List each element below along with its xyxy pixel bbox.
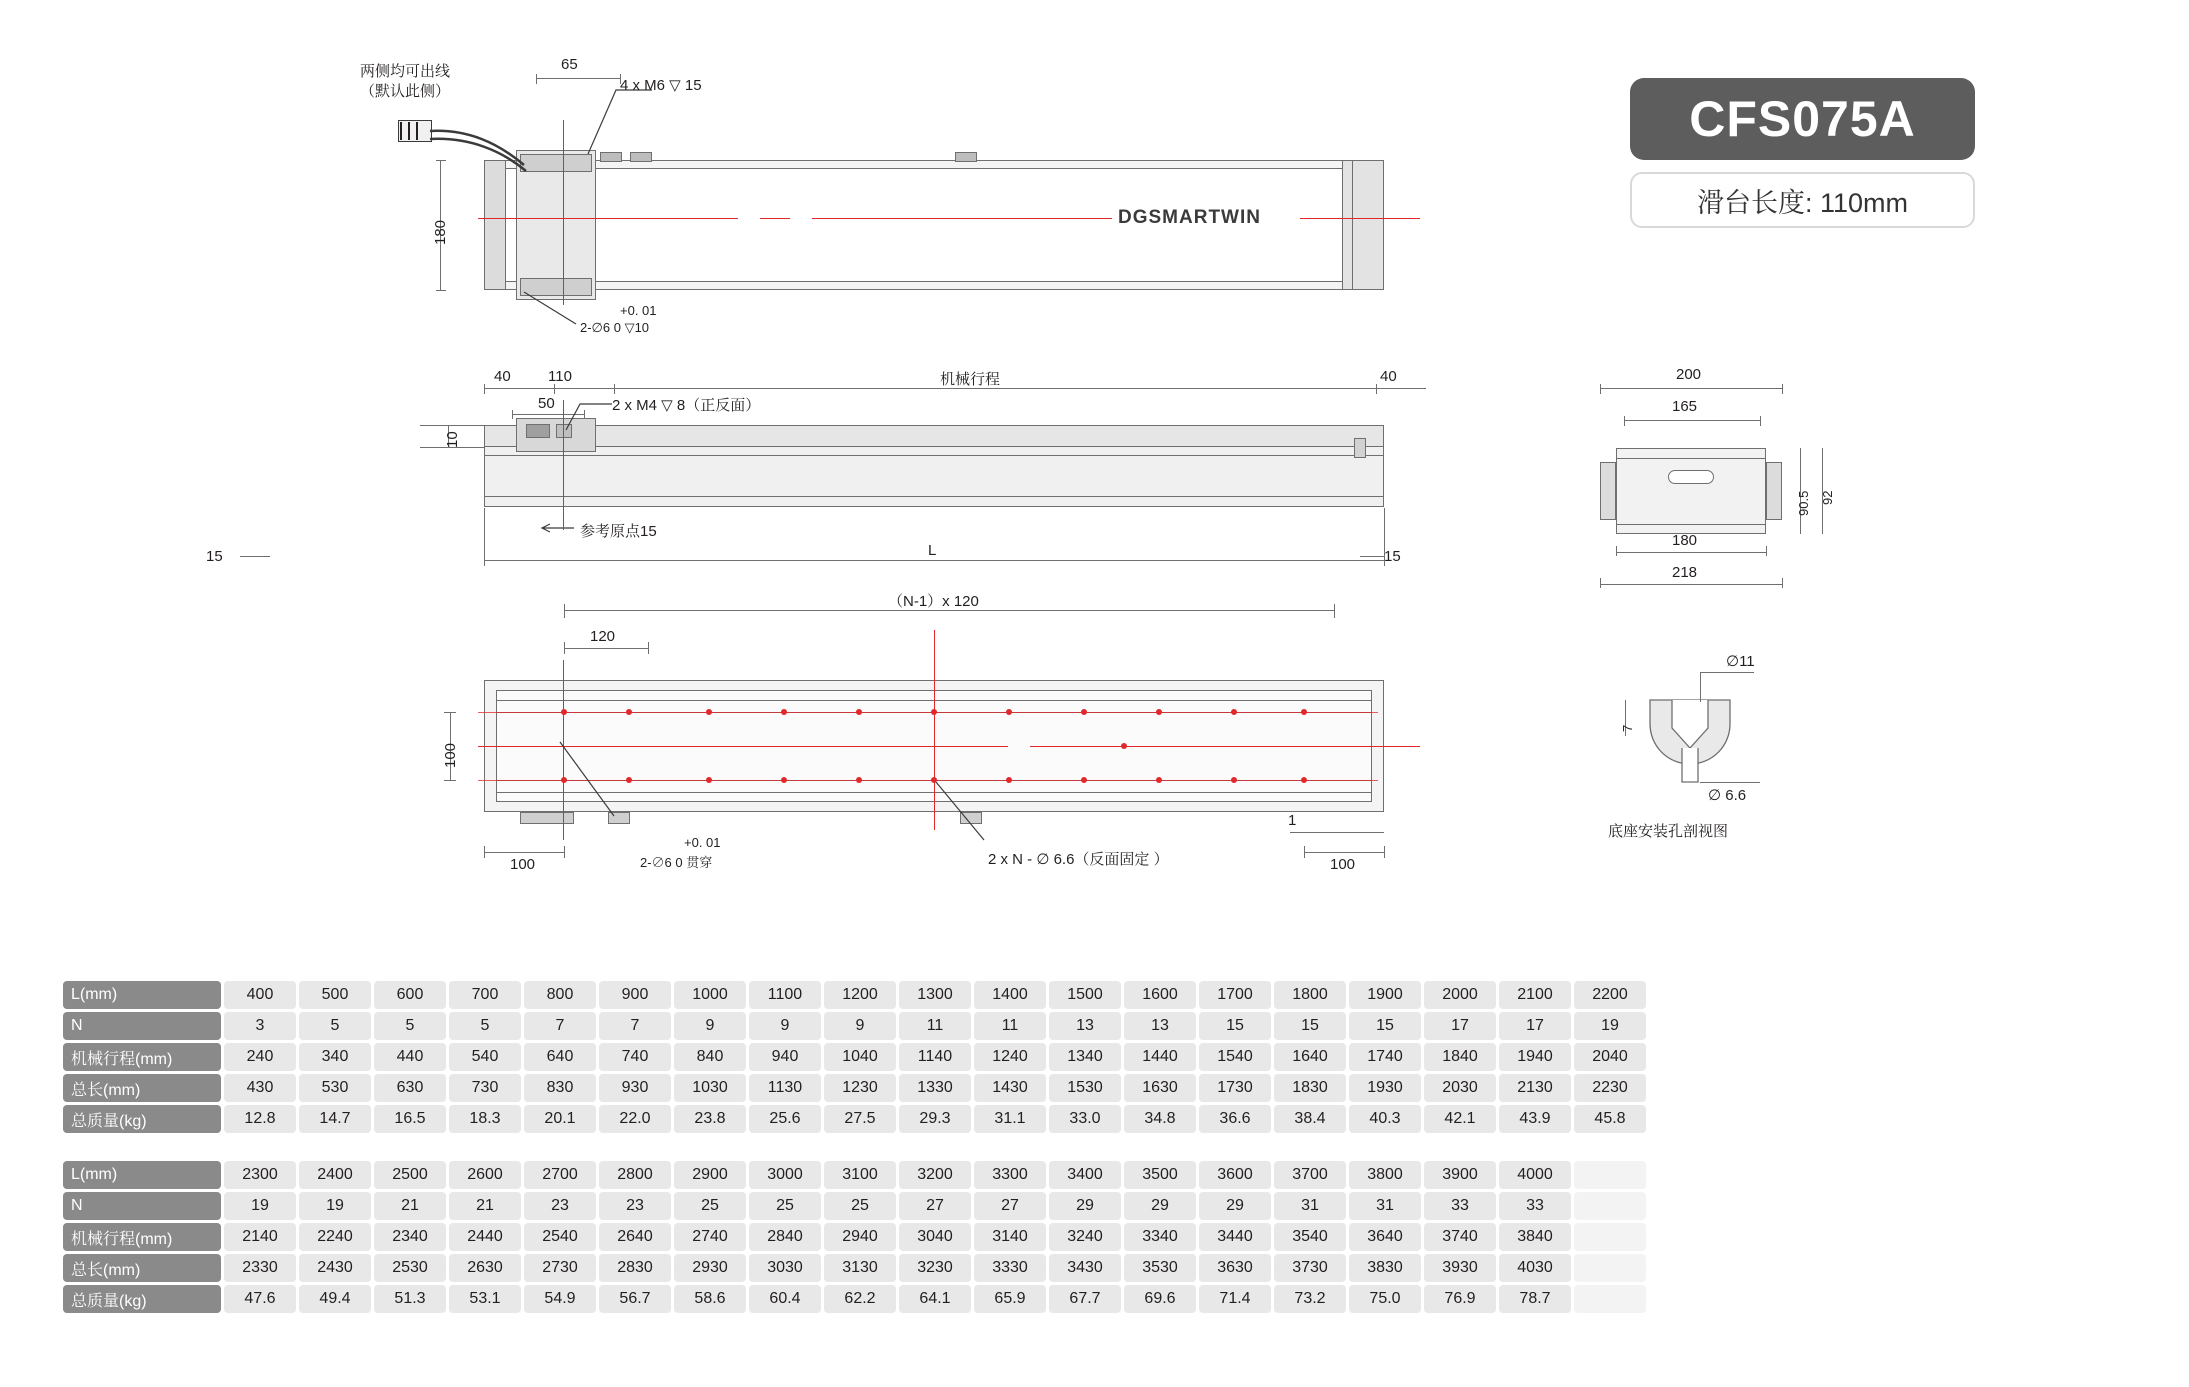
- spec-table-block-1: [60, 978, 1649, 1136]
- model-title-badge: [1630, 78, 1975, 160]
- table-cell: 2930: [674, 1254, 746, 1282]
- top-view-tab-3: [955, 152, 977, 162]
- table-cell: 1140: [899, 1043, 971, 1071]
- table-cell: 2640: [599, 1223, 671, 1251]
- side-view-right-tab: [1354, 438, 1366, 458]
- table-cell: 2230: [1574, 1074, 1646, 1102]
- table-cell: 71.4: [1199, 1285, 1271, 1313]
- table-cell: 2800: [599, 1161, 671, 1189]
- table-cell: 9: [824, 1012, 896, 1040]
- table-cell: 33.0: [1049, 1105, 1121, 1133]
- table-cell: 900: [599, 981, 671, 1009]
- table-row: [63, 1192, 1646, 1220]
- dim-180-end: 180: [1672, 532, 1698, 549]
- table-cell: 3100: [824, 1161, 896, 1189]
- table-cell: 2540: [524, 1223, 596, 1251]
- table-cell: 1640: [1274, 1043, 1346, 1071]
- table-cell: 23.8: [674, 1105, 746, 1133]
- table-cell: 2940: [824, 1223, 896, 1251]
- table-cell: 1400: [974, 981, 1046, 1009]
- table-cell: 23: [599, 1192, 671, 1220]
- table-cell: 3: [224, 1012, 296, 1040]
- table-cell: 3430: [1049, 1254, 1121, 1282]
- table-cell: 73.2: [1274, 1285, 1346, 1313]
- table-cell: 2600: [449, 1161, 521, 1189]
- slider-length-badge: [1630, 172, 1975, 228]
- table-cell: 500: [299, 981, 371, 1009]
- table-cell: 3840: [1499, 1223, 1571, 1251]
- table-cell: 1940: [1499, 1043, 1571, 1071]
- table-row-header: 总质量(kg): [63, 1105, 221, 1133]
- table-cell: 17: [1424, 1012, 1496, 1040]
- table-cell: 1900: [1349, 981, 1421, 1009]
- table-row: [63, 1043, 1646, 1071]
- table-cell: 3600: [1199, 1161, 1271, 1189]
- n-hole-leader: [930, 780, 990, 850]
- table-cell: [1574, 1285, 1646, 1313]
- end-view-right-wing: [1766, 462, 1782, 520]
- table-cell: 1000: [674, 981, 746, 1009]
- dim-d11: ∅11: [1726, 653, 1755, 670]
- dim-218: 218: [1672, 564, 1698, 581]
- table-cell: 19: [299, 1192, 371, 1220]
- table-cell: 2730: [524, 1254, 596, 1282]
- table-cell: 2300: [224, 1161, 296, 1189]
- dim-120: 120: [590, 628, 616, 645]
- dim-1: 1: [1288, 812, 1297, 829]
- table-cell: 940: [749, 1043, 821, 1071]
- table-cell: 3630: [1199, 1254, 1271, 1282]
- table-cell: 600: [374, 981, 446, 1009]
- hole-detail-caption: 底座安装孔剖视图: [1608, 823, 1729, 840]
- table-row-header: 总长(mm): [63, 1074, 221, 1102]
- dim-15-right: 15: [1384, 548, 1401, 565]
- table-cell: 45.8: [1574, 1105, 1646, 1133]
- dim-92: 92: [1820, 490, 1835, 505]
- top-view-left-endcap: [484, 160, 506, 290]
- table-cell: [1574, 1254, 1646, 1282]
- table-cell: 14.7: [299, 1105, 371, 1133]
- table-cell: 3800: [1349, 1161, 1421, 1189]
- table-cell: 17: [1499, 1012, 1571, 1040]
- table-cell: 1530: [1049, 1074, 1121, 1102]
- dim-110: 110: [548, 368, 572, 385]
- table-cell: 2040: [1574, 1043, 1646, 1071]
- table-cell: 19: [224, 1192, 296, 1220]
- table-cell: 4000: [1499, 1161, 1571, 1189]
- table-row: [63, 1074, 1646, 1102]
- table-cell: 1300: [899, 981, 971, 1009]
- table-cell: 1830: [1274, 1074, 1346, 1102]
- table-cell: 800: [524, 981, 596, 1009]
- end-view-slot: [1668, 470, 1714, 484]
- table-cell: 25: [749, 1192, 821, 1220]
- table-row-header: L(mm): [63, 981, 221, 1009]
- table-cell: 13: [1049, 1012, 1121, 1040]
- table-cell: 15: [1274, 1012, 1346, 1040]
- table-row-header: 总长(mm): [63, 1254, 221, 1282]
- spec-table-block-2: [60, 1158, 1649, 1316]
- table-cell: 1430: [974, 1074, 1046, 1102]
- table-cell: 31: [1274, 1192, 1346, 1220]
- table-cell: 3040: [899, 1223, 971, 1251]
- table-cell: 7: [524, 1012, 596, 1040]
- table-cell: 240: [224, 1043, 296, 1071]
- table-cell: 2630: [449, 1254, 521, 1282]
- table-cell: 1730: [1199, 1074, 1271, 1102]
- table-cell: 33: [1424, 1192, 1496, 1220]
- table-cell: 65.9: [974, 1285, 1046, 1313]
- table-cell: 2830: [599, 1254, 671, 1282]
- model-title: CFS075A: [1689, 91, 1916, 147]
- cable-note-line1: 两侧均可出线: [360, 63, 451, 80]
- table-cell: 1840: [1424, 1043, 1496, 1071]
- table-cell: 1930: [1349, 1074, 1421, 1102]
- table-cell: 31.1: [974, 1105, 1046, 1133]
- table-cell: 3930: [1424, 1254, 1496, 1282]
- table-row-header: N: [63, 1192, 221, 1220]
- dim-200: 200: [1676, 366, 1702, 383]
- table-cell: 25: [824, 1192, 896, 1220]
- table-cell: 2740: [674, 1223, 746, 1251]
- dim-40-right: 40: [1380, 368, 1397, 385]
- dim-15-left: 15: [206, 548, 223, 565]
- table-cell: 21: [449, 1192, 521, 1220]
- table-cell: 29.3: [899, 1105, 971, 1133]
- table-row: [63, 1285, 1646, 1313]
- table-cell: 3400: [1049, 1161, 1121, 1189]
- table-cell: 2240: [299, 1223, 371, 1251]
- table-cell: 9: [674, 1012, 746, 1040]
- dim-180-top: 180: [432, 219, 449, 245]
- table-cell: 22.0: [599, 1105, 671, 1133]
- dim-10: 10: [444, 431, 461, 448]
- bottom-pin-tolerance: +0. 01: [684, 835, 721, 850]
- table-cell: 53.1: [449, 1285, 521, 1313]
- table-cell: 1130: [749, 1074, 821, 1102]
- table-row-header: 机械行程(mm): [63, 1043, 221, 1071]
- slider-length-label: 滑台长度: 110mm: [1696, 187, 1909, 218]
- table-cell: 75.0: [1349, 1285, 1421, 1313]
- dim-65: 65: [561, 56, 578, 73]
- n-hole-note: 2 x N - ∅ 6.6（反面固定 ）: [988, 851, 1169, 868]
- end-view-body: [1616, 448, 1766, 534]
- table-cell: 1700: [1199, 981, 1271, 1009]
- table-row: [63, 1223, 1646, 1251]
- table-cell: [1574, 1223, 1646, 1251]
- table-cell: 2440: [449, 1223, 521, 1251]
- hole-detail-shape: [1630, 690, 1770, 800]
- table-cell: 3700: [1274, 1161, 1346, 1189]
- table-cell: 640: [524, 1043, 596, 1071]
- table-cell: 54.9: [524, 1285, 596, 1313]
- table-cell: 18.3: [449, 1105, 521, 1133]
- table-cell: 5: [449, 1012, 521, 1040]
- dim-50: 50: [538, 395, 555, 412]
- table-cell: 3200: [899, 1161, 971, 1189]
- table-cell: 40.3: [1349, 1105, 1421, 1133]
- table-cell: 2200: [1574, 981, 1646, 1009]
- table-cell: 1740: [1349, 1043, 1421, 1071]
- table-cell: 1230: [824, 1074, 896, 1102]
- table-cell: 1500: [1049, 981, 1121, 1009]
- table-cell: 9: [749, 1012, 821, 1040]
- pitch-note: （N-1）x 120: [888, 593, 979, 610]
- table-cell: 1630: [1124, 1074, 1196, 1102]
- table-cell: 5: [374, 1012, 446, 1040]
- screw-note-m4: 2 x M4 ▽ 8（正反面）: [612, 397, 761, 414]
- table-cell: 730: [449, 1074, 521, 1102]
- table-cell: 3530: [1124, 1254, 1196, 1282]
- table-cell: 2430: [299, 1254, 371, 1282]
- table-cell: 23: [524, 1192, 596, 1220]
- table-cell: 2840: [749, 1223, 821, 1251]
- table-cell: 69.6: [1124, 1285, 1196, 1313]
- table-cell: 3640: [1349, 1223, 1421, 1251]
- table-cell: 1800: [1274, 981, 1346, 1009]
- table-cell: 3830: [1349, 1254, 1421, 1282]
- table-cell: 3000: [749, 1161, 821, 1189]
- table-cell: 62.2: [824, 1285, 896, 1313]
- table-cell: 36.6: [1199, 1105, 1271, 1133]
- table-cell: 21: [374, 1192, 446, 1220]
- table-cell: 2030: [1424, 1074, 1496, 1102]
- dim-d66: ∅ 6.6: [1708, 787, 1747, 804]
- table-cell: 430: [224, 1074, 296, 1102]
- table-cell: 13: [1124, 1012, 1196, 1040]
- table-cell: 740: [599, 1043, 671, 1071]
- table-cell: 840: [674, 1043, 746, 1071]
- table-row-header: 总质量(kg): [63, 1285, 221, 1313]
- table-cell: 25.6: [749, 1105, 821, 1133]
- table-cell: 29: [1049, 1192, 1121, 1220]
- table-cell: 29: [1124, 1192, 1196, 1220]
- pin-note-2d6: 2-∅6 0 ▽10: [580, 320, 650, 335]
- table-cell: 27.5: [824, 1105, 896, 1133]
- dim-7: 7: [1620, 724, 1635, 732]
- table-cell: 2340: [374, 1223, 446, 1251]
- table-cell: 1540: [1199, 1043, 1271, 1071]
- dim-165: 165: [1672, 398, 1698, 415]
- table-cell: 19: [1574, 1012, 1646, 1040]
- dim-L: L: [928, 542, 937, 559]
- table-cell: 700: [449, 981, 521, 1009]
- dim-90-5: 90.5: [1796, 490, 1811, 516]
- table-cell: 78.7: [1499, 1285, 1571, 1313]
- table-cell: 34.8: [1124, 1105, 1196, 1133]
- table-cell: 2530: [374, 1254, 446, 1282]
- table-cell: 2900: [674, 1161, 746, 1189]
- stroke-label: 机械行程: [940, 371, 1001, 388]
- table-cell: 440: [374, 1043, 446, 1071]
- table-cell: 27: [899, 1192, 971, 1220]
- table-cell: 1340: [1049, 1043, 1121, 1071]
- table-cell: 15: [1199, 1012, 1271, 1040]
- dim-100-vertical: 100: [442, 742, 459, 768]
- table-cell: 2700: [524, 1161, 596, 1189]
- table-cell: 49.4: [299, 1285, 371, 1313]
- table-cell: 3500: [1124, 1161, 1196, 1189]
- table-row-header: L(mm): [63, 1161, 221, 1189]
- table-cell: 12.8: [224, 1105, 296, 1133]
- table-cell: 56.7: [599, 1285, 671, 1313]
- table-cell: 5: [299, 1012, 371, 1040]
- table-cell: 3240: [1049, 1223, 1121, 1251]
- table-cell: 4030: [1499, 1254, 1571, 1282]
- table-cell: 2130: [1499, 1074, 1571, 1102]
- table-cell: 530: [299, 1074, 371, 1102]
- table-cell: 38.4: [1274, 1105, 1346, 1133]
- table-cell: 43.9: [1499, 1105, 1571, 1133]
- table-cell: 29: [1199, 1192, 1271, 1220]
- pin-tolerance-top: +0. 01: [620, 303, 657, 318]
- table-cell: 340: [299, 1043, 371, 1071]
- table-cell: 2330: [224, 1254, 296, 1282]
- table-cell: 25: [674, 1192, 746, 1220]
- table-cell: 42.1: [1424, 1105, 1496, 1133]
- table-cell: 2400: [299, 1161, 371, 1189]
- table-cell: 1040: [824, 1043, 896, 1071]
- table-cell: 400: [224, 981, 296, 1009]
- brand-mark: DGSMARTWIN: [1118, 207, 1261, 228]
- table-cell: 31: [1349, 1192, 1421, 1220]
- m4-note-leader: [560, 400, 620, 440]
- table-cell: 60.4: [749, 1285, 821, 1313]
- table-cell: 2000: [1424, 981, 1496, 1009]
- table-cell: 3300: [974, 1161, 1046, 1189]
- table-cell: 1100: [749, 981, 821, 1009]
- dim-40-left: 40: [494, 368, 511, 385]
- origin-note: 参考原点15: [580, 523, 657, 540]
- table-cell: 3740: [1424, 1223, 1496, 1251]
- table-cell: 3330: [974, 1254, 1046, 1282]
- table-cell: 7: [599, 1012, 671, 1040]
- hole-note-4xm6: 4 x M6 ▽ 15: [620, 77, 702, 94]
- table-cell: 2100: [1499, 981, 1571, 1009]
- table-cell: 930: [599, 1074, 671, 1102]
- table-cell: 3130: [824, 1254, 896, 1282]
- table-cell: 3140: [974, 1223, 1046, 1251]
- bottom-pin-note: 2-∅6 0 贯穿: [640, 855, 713, 870]
- side-view-carriage-detail: [526, 424, 550, 438]
- table-cell: [1574, 1161, 1646, 1189]
- top-view-right-endcap: [1342, 160, 1384, 290]
- table-cell: 15: [1349, 1012, 1421, 1040]
- cable-note-line2: （默认此侧）: [360, 83, 451, 100]
- table-cell: 16.5: [374, 1105, 446, 1133]
- top-view-connector: [398, 120, 432, 142]
- table-cell: 1330: [899, 1074, 971, 1102]
- table-cell: 3900: [1424, 1161, 1496, 1189]
- table-cell: 1600: [1124, 981, 1196, 1009]
- table-cell: 1240: [974, 1043, 1046, 1071]
- table-cell: 1440: [1124, 1043, 1196, 1071]
- table-cell: 20.1: [524, 1105, 596, 1133]
- table-row: [63, 1105, 1646, 1133]
- table-cell: 11: [899, 1012, 971, 1040]
- table-cell: 1200: [824, 981, 896, 1009]
- origin-arrow: [538, 520, 578, 536]
- end-view-left-wing: [1600, 462, 1616, 520]
- table-cell: 2140: [224, 1223, 296, 1251]
- dim-100-right: 100: [1330, 856, 1356, 873]
- bottom-pin-leader: [556, 740, 626, 824]
- table-cell: 3030: [749, 1254, 821, 1282]
- table-row-header: 机械行程(mm): [63, 1223, 221, 1251]
- table-row: [63, 1254, 1646, 1282]
- table-cell: 51.3: [374, 1285, 446, 1313]
- top-view-cable: [428, 125, 538, 175]
- table-cell: 76.9: [1424, 1285, 1496, 1313]
- table-row: [63, 1012, 1646, 1040]
- table-cell: 3540: [1274, 1223, 1346, 1251]
- table-cell: 67.7: [1049, 1285, 1121, 1313]
- table-cell: 47.6: [224, 1285, 296, 1313]
- table-row: [63, 981, 1646, 1009]
- table-cell: 11: [974, 1012, 1046, 1040]
- table-cell: 2500: [374, 1161, 446, 1189]
- table-cell: 33: [1499, 1192, 1571, 1220]
- table-cell: 27: [974, 1192, 1046, 1220]
- table-cell: 540: [449, 1043, 521, 1071]
- table-cell: 64.1: [899, 1285, 971, 1313]
- table-row-header: N: [63, 1012, 221, 1040]
- dim-100-left: 100: [510, 856, 536, 873]
- table-cell: 58.6: [674, 1285, 746, 1313]
- table-cell: 830: [524, 1074, 596, 1102]
- table-cell: [1574, 1192, 1646, 1220]
- table-cell: 3730: [1274, 1254, 1346, 1282]
- table-cell: 630: [374, 1074, 446, 1102]
- table-row: [63, 1161, 1646, 1189]
- table-cell: 1030: [674, 1074, 746, 1102]
- table-cell: 3440: [1199, 1223, 1271, 1251]
- table-cell: 3340: [1124, 1223, 1196, 1251]
- table-cell: 3230: [899, 1254, 971, 1282]
